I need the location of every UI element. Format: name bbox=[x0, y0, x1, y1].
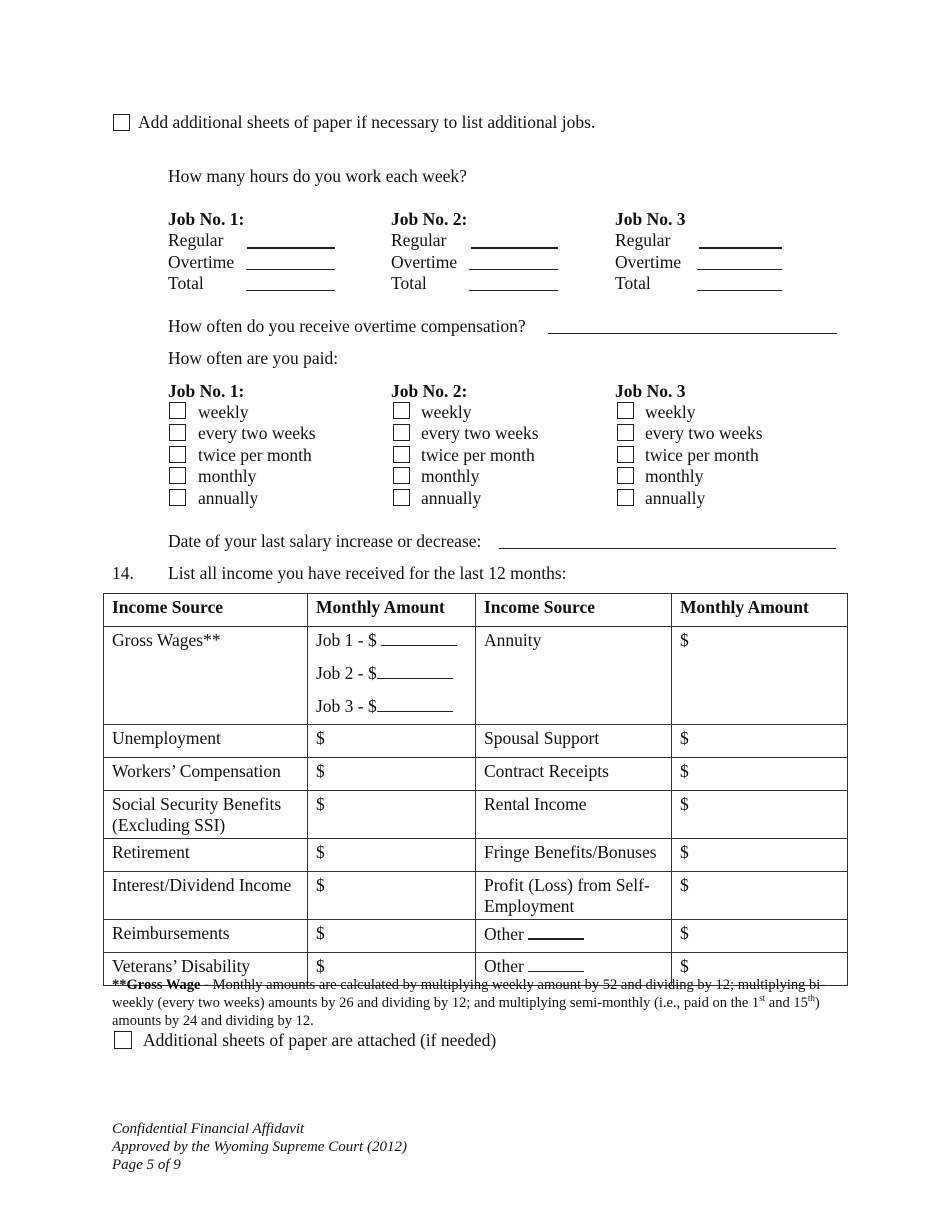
hours-job3-total-field[interactable] bbox=[697, 290, 782, 291]
hours-job3-overtime-label: Overtime bbox=[615, 252, 682, 272]
paid-job2-monthly-checkbox[interactable] bbox=[393, 467, 410, 484]
paid-job3-annually-checkbox[interactable] bbox=[617, 489, 634, 506]
job3-wage-line[interactable]: Job 3 - $ bbox=[316, 696, 467, 717]
hours-job2-overtime-label: Overtime bbox=[391, 252, 458, 272]
income-source-left: Workers’ Compensation bbox=[104, 758, 308, 791]
table-row bbox=[104, 627, 848, 725]
income-source-right: Rental Income bbox=[476, 791, 672, 839]
annuity-label: Annuity bbox=[476, 627, 672, 725]
paid-job1-biweekly-checkbox[interactable] bbox=[169, 424, 186, 441]
paid-job3-monthly-checkbox[interactable] bbox=[617, 467, 634, 484]
table-row bbox=[104, 725, 848, 758]
hours-job3-title: Job No. 3 bbox=[615, 209, 686, 229]
income-amount-left[interactable]: $ bbox=[308, 953, 476, 986]
overtime-answer-field[interactable] bbox=[548, 333, 837, 334]
paid-job2-biweekly-checkbox[interactable] bbox=[393, 424, 410, 441]
paid-job2-annually-label: annually bbox=[421, 488, 482, 508]
hours-job2-overtime-field[interactable] bbox=[469, 269, 558, 270]
additional-jobs-label: Add additional sheets of paper if necessary to list additional jobs. bbox=[138, 112, 596, 132]
paid-job2-monthly-label: monthly bbox=[421, 466, 480, 486]
income-source-left: Interest/Dividend Income bbox=[104, 872, 308, 920]
income-amount-right[interactable]: $ bbox=[672, 839, 848, 872]
hours-job1-total-label: Total bbox=[168, 273, 204, 293]
paid-job3-annually-label: annually bbox=[645, 488, 706, 508]
hours-job2-total-label: Total bbox=[391, 273, 427, 293]
income-amount-left[interactable]: $ bbox=[308, 920, 476, 953]
table-row bbox=[104, 872, 848, 920]
paid-question: How often are you paid: bbox=[168, 348, 339, 368]
hours-job3-total-label: Total bbox=[615, 273, 651, 293]
paid-job3-monthly-label: monthly bbox=[645, 466, 704, 486]
footer-approval: Approved by the Wyoming Supreme Court (2012) bbox=[112, 1139, 407, 1155]
job1-wage-line[interactable]: Job 1 - $ bbox=[316, 630, 467, 651]
income-source-right: Fringe Benefits/Bonuses bbox=[476, 839, 672, 872]
hours-job3-overtime-field[interactable] bbox=[697, 269, 782, 270]
footer-doc-title: Confidential Financial Affidavit bbox=[112, 1121, 305, 1137]
hours-job1-title: Job No. 1: bbox=[168, 209, 245, 229]
income-amount-left[interactable]: $ bbox=[308, 725, 476, 758]
sheets-attached-label: Additional sheets of paper are attached (if needed) bbox=[143, 1030, 497, 1050]
gross-wage-note bbox=[112, 976, 842, 1030]
income-amount-right[interactable]: $ bbox=[672, 725, 848, 758]
paid-job3-biweekly-checkbox[interactable] bbox=[617, 424, 634, 441]
table-row bbox=[104, 920, 848, 953]
income-amount-left[interactable]: $ bbox=[308, 839, 476, 872]
paid-job2-semimonthly-checkbox[interactable] bbox=[393, 446, 410, 463]
header-monthly-amount-2: Monthly Amount bbox=[672, 594, 848, 627]
header-monthly-amount-1: Monthly Amount bbox=[308, 594, 476, 627]
gross-wages-label: Gross Wages** bbox=[104, 627, 308, 725]
hours-job2-regular-field[interactable] bbox=[471, 247, 558, 249]
page-footer bbox=[112, 1120, 407, 1174]
sheets-attached-checkbox[interactable] bbox=[114, 1031, 132, 1049]
income-source-left: Reimbursements bbox=[104, 920, 308, 953]
paid-job3-biweekly-label: every two weeks bbox=[645, 423, 763, 443]
table-row bbox=[104, 758, 848, 791]
hours-question: How many hours do you work each week? bbox=[168, 166, 467, 186]
paid-job3-weekly-checkbox[interactable] bbox=[617, 402, 634, 419]
income-source-left: Unemployment bbox=[104, 725, 308, 758]
header-income-source-2: Income Source bbox=[476, 594, 672, 627]
section-14-text: List all income you have received for the last 12 months: bbox=[168, 563, 567, 583]
hours-job1-regular-label: Regular bbox=[168, 230, 224, 250]
note-sup-th: th bbox=[807, 993, 815, 1003]
other-income-2-field[interactable] bbox=[528, 956, 584, 972]
header-income-source-1: Income Source bbox=[104, 594, 308, 627]
income-table bbox=[103, 593, 848, 986]
income-source-right: Spousal Support bbox=[476, 725, 672, 758]
table-row bbox=[104, 791, 848, 839]
income-amount-right[interactable]: $ bbox=[672, 920, 848, 953]
table-row bbox=[104, 839, 848, 872]
paid-job1-annually-checkbox[interactable] bbox=[169, 489, 186, 506]
income-source-right: Contract Receipts bbox=[476, 758, 672, 791]
income-amount-right[interactable]: $ bbox=[672, 872, 848, 920]
note-sup-st: st bbox=[759, 993, 766, 1003]
income-table-header-row bbox=[104, 594, 848, 627]
hours-job2-title: Job No. 2: bbox=[391, 209, 468, 229]
paid-job1-semimonthly-checkbox[interactable] bbox=[169, 446, 186, 463]
income-amount-left[interactable]: $ bbox=[308, 872, 476, 920]
income-amount-right[interactable]: $ bbox=[672, 758, 848, 791]
note-text-2: and 15 bbox=[765, 995, 808, 1011]
paid-job2-annually-checkbox[interactable] bbox=[393, 489, 410, 506]
paid-job1-monthly-checkbox[interactable] bbox=[169, 467, 186, 484]
paid-job2-biweekly-label: every two weeks bbox=[421, 423, 539, 443]
other-income-1-field[interactable] bbox=[528, 923, 584, 940]
paid-job1-annually-label: annually bbox=[198, 488, 259, 508]
income-source-right: Profit (Loss) from Self-Employment bbox=[476, 872, 672, 920]
hours-job1-regular-field[interactable] bbox=[247, 247, 335, 249]
paid-job1-semimonthly-label: twice per month bbox=[198, 445, 312, 465]
footer-page-number: Page 5 of 9 bbox=[112, 1157, 181, 1173]
hours-job2-total-field[interactable] bbox=[469, 290, 558, 291]
paid-job3-semimonthly-label: twice per month bbox=[645, 445, 759, 465]
gross-wages-amounts bbox=[308, 627, 476, 725]
paid-job2-semimonthly-label: twice per month bbox=[421, 445, 535, 465]
income-source-left: Veterans’ Disability bbox=[104, 953, 308, 986]
hours-job3-regular-field[interactable] bbox=[699, 247, 782, 249]
paid-job2-weekly-checkbox[interactable] bbox=[393, 402, 410, 419]
income-amount-right[interactable]: $ bbox=[672, 953, 848, 986]
paid-job3-title: Job No. 3 bbox=[615, 381, 686, 401]
hours-job1-total-field[interactable] bbox=[246, 290, 335, 291]
paid-job3-weekly-label: weekly bbox=[645, 402, 696, 422]
paid-job2-weekly-label: weekly bbox=[421, 402, 472, 422]
overtime-question: How often do you receive overtime compensation? bbox=[168, 316, 526, 336]
job2-wage-line[interactable]: Job 2 - $ bbox=[316, 663, 467, 684]
hours-job2-regular-label: Regular bbox=[391, 230, 447, 250]
note-bold-label: **Gross Wage - bbox=[112, 977, 209, 993]
other-income-1: Other bbox=[476, 920, 672, 953]
paid-job1-weekly-label: weekly bbox=[198, 402, 249, 422]
paid-job1-biweekly-label: every two weeks bbox=[198, 423, 316, 443]
hours-job1-overtime-field[interactable] bbox=[246, 269, 335, 270]
note-text-1: Monthly amounts are calculated by multiplying weekly amount by 52 and dividing by 12; multiplying bi-weekly (every two weeks) amounts by 26 and dividing by 12; and multiplying semi-monthly (i.e., paid on the 1 bbox=[112, 977, 826, 1011]
income-amount-right[interactable]: $ bbox=[672, 791, 848, 839]
section-14-number: 14. bbox=[112, 563, 134, 583]
paid-job1-monthly-label: monthly bbox=[198, 466, 257, 486]
salary-change-question: Date of your last salary increase or decrease: bbox=[168, 531, 482, 551]
salary-change-field[interactable] bbox=[499, 548, 836, 549]
paid-job1-title: Job No. 1: bbox=[168, 381, 245, 401]
income-source-left: Social Security Benefits (Excluding SSI) bbox=[104, 791, 308, 839]
income-source-left: Retirement bbox=[104, 839, 308, 872]
other-income-2: Other bbox=[476, 953, 672, 986]
hours-job3-regular-label: Regular bbox=[615, 230, 671, 250]
paid-job2-title: Job No. 2: bbox=[391, 381, 468, 401]
annuity-amount[interactable]: $ bbox=[672, 627, 848, 725]
paid-job1-weekly-checkbox[interactable] bbox=[169, 402, 186, 419]
income-amount-left[interactable]: $ bbox=[308, 758, 476, 791]
paid-job3-semimonthly-checkbox[interactable] bbox=[617, 446, 634, 463]
income-amount-left[interactable]: $ bbox=[308, 791, 476, 839]
additional-jobs-checkbox[interactable] bbox=[113, 114, 130, 131]
note-text-3: ) amounts by 24 and dividing by 12. bbox=[112, 995, 820, 1029]
hours-job1-overtime-label: Overtime bbox=[168, 252, 235, 272]
